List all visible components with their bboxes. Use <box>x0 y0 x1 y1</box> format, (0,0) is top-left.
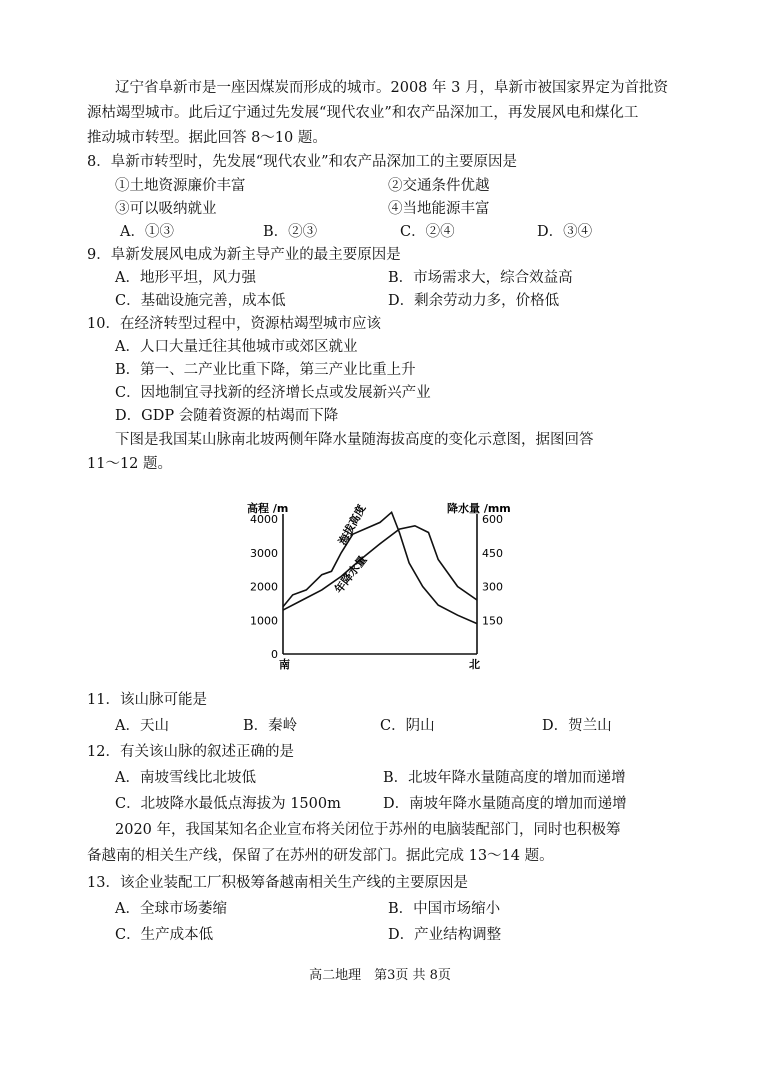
y-tick-label: 4000 <box>250 513 278 526</box>
q8-option-c: C．②④ <box>400 224 455 240</box>
intro1-line2: 源枯竭型城市。此后辽宁通过先发展“现代农业”和农产品深加工，再发展风电和煤化工 <box>87 105 639 121</box>
intro2-line1: 下图是我国某山脉南北坡两侧年降水量随海拔高度的变化示意图，据图回答 <box>115 432 594 448</box>
q8-statement-4: ④当地能源丰富 <box>388 201 490 217</box>
q12-option-b: B．北坡年降水量随高度的增加而递增 <box>383 770 626 786</box>
y2-tick-label: 300 <box>482 580 503 594</box>
q10-stem: 10．在经济转型过程中，资源枯竭型城市应该 <box>87 316 381 332</box>
q11-option-d: D．贺兰山 <box>542 718 612 734</box>
q12-stem: 12．有关该山脉的叙述正确的是 <box>87 744 294 760</box>
q8-stem: 8．阜新市转型时，先发展“现代农业”和农产品深加工的主要原因是 <box>87 154 518 170</box>
q8-option-d: D．③④ <box>537 224 593 240</box>
q9-option-b: B．市场需求大，综合效益高 <box>388 270 573 286</box>
precipitation-series-line <box>283 526 477 610</box>
q9-option-a: A．地形平坦，风力强 <box>115 270 256 286</box>
q8-statement-2: ②交通条件优越 <box>388 178 490 194</box>
q10-option-d: D．GDP 会随着资源的枯竭而下降 <box>115 408 339 424</box>
intro2-line2: 11～12 题。 <box>87 456 173 472</box>
q8-option-a: A．①③ <box>120 224 174 240</box>
q11-option-c: C．阴山 <box>380 718 435 734</box>
q11-stem: 11．该山脉可能是 <box>87 692 207 708</box>
y2-tick-label: 450 <box>482 546 503 560</box>
y2-axis-label: 降水量 /mm <box>447 502 511 515</box>
precipitation-series-label: 年降水量 <box>332 553 370 596</box>
x-label-south: 南 <box>279 658 290 671</box>
intro3-line2: 备越南的相关生产线，保留了在苏州的研发部门。据此完成 13～14 题。 <box>87 848 554 864</box>
elevation-series-line <box>283 512 477 623</box>
y-tick-label: 2000 <box>250 580 278 594</box>
y-tick-labels <box>250 513 278 661</box>
q13-option-a: A．全球市场萎缩 <box>115 901 227 917</box>
y-tick-label: 1000 <box>250 614 278 628</box>
q11-option-a: A．天山 <box>115 718 169 734</box>
q9-option-d: D．剩余劳动力多，价格低 <box>388 293 560 309</box>
q13-option-d: D．产业结构调整 <box>388 927 502 943</box>
intro1-line3: 推动城市转型。据此回答 8～10 题。 <box>87 130 327 146</box>
intro3-line1: 2020 年，我国某知名企业宣布将关闭位于苏州的电脑装配部门，同时也积极筹 <box>115 822 621 838</box>
y-tick-label: 0 <box>271 648 278 661</box>
y-axis-label: 高程 /m <box>247 502 289 515</box>
page-footer: 高二地理 第3页 共 8页 <box>309 968 451 983</box>
intro1-line1: 辽宁省阜新市是一座因煤炭而形成的城市。2008 年 3 月，阜新市被国家界定为首批资 <box>115 80 668 96</box>
y-tick-label: 3000 <box>250 546 278 560</box>
elevation-precipitation-chart <box>245 494 515 674</box>
y2-tick-labels <box>482 513 503 627</box>
q13-option-b: B．中国市场缩小 <box>388 901 501 917</box>
q9-stem: 9．阜新发展风电成为新主导产业的最主要原因是 <box>87 247 401 263</box>
q9-option-c: C．基础设施完善，成本低 <box>115 293 286 309</box>
q12-option-c: C．北坡降水最低点海拔为 1500m <box>115 796 341 812</box>
q10-option-a: A．人口大量迁往其他城市或郊区就业 <box>115 339 358 355</box>
q10-option-b: B．第一、二产业比重下降，第三产业比重上升 <box>115 362 416 378</box>
q8-statement-3: ③可以吸纳就业 <box>115 201 217 217</box>
q12-option-a: A．南坡雪线比北坡低 <box>115 770 256 786</box>
x-label-north: 北 <box>469 658 480 671</box>
q13-option-c: C．生产成本低 <box>115 927 214 943</box>
q12-option-d: D．南坡年降水量随高度的增加而递增 <box>383 796 627 812</box>
y2-tick-label: 600 <box>482 513 503 526</box>
q13-stem: 13．该企业装配工厂积极筹备越南相关生产线的主要原因是 <box>87 875 468 891</box>
y2-tick-label: 150 <box>482 614 503 628</box>
q8-option-b: B．②③ <box>263 224 318 240</box>
q10-option-c: C．因地制宜寻找新的经济增长点或发展新兴产业 <box>115 385 431 401</box>
elevation-series-label: 海拔高度 <box>336 502 369 548</box>
q8-statement-1: ①土地资源廉价丰富 <box>115 178 246 194</box>
q11-option-b: B．秦岭 <box>243 718 298 734</box>
